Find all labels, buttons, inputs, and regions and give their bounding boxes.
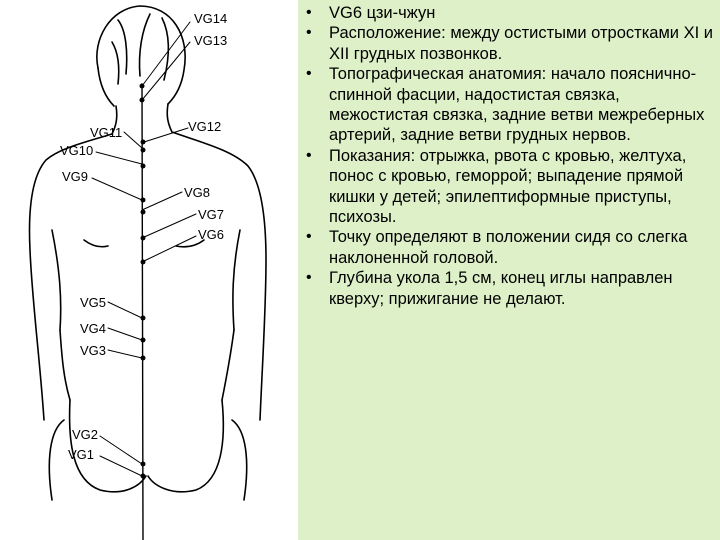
point-label-vg11: VG11 bbox=[90, 125, 123, 140]
bullet-icon: • bbox=[306, 4, 312, 21]
point-label-vg5: VG5 bbox=[80, 295, 107, 310]
description-bullet-list bbox=[298, 3, 720, 309]
point-label-vg10: VG10 bbox=[60, 143, 94, 158]
point-label-vg4: VG4 bbox=[80, 321, 107, 336]
anatomy-text: Топографическая анатомия: начало пояснично-спинной фасции, надостистая связка, межостистая связка, задние ветви межреберных артерий, задние ветви грудных нервов. bbox=[329, 65, 705, 145]
bullet-icon: • bbox=[306, 228, 312, 246]
needling-depth-text: Глубина укола 1,5 см, конец иглы направлен кверху; прижигание не делают. bbox=[329, 269, 673, 308]
point-label-vg14: VG14 bbox=[194, 11, 228, 26]
point-label-vg8: VG8 bbox=[184, 185, 211, 200]
list-item bbox=[298, 227, 720, 268]
point-label-vg3: VG3 bbox=[80, 343, 107, 358]
bullet-icon: • bbox=[306, 146, 312, 164]
point-label-vg1: VG1 bbox=[68, 447, 95, 462]
indications-text: Показания: отрыжка, рвота с кровью, желтуха, понос с кровью, геморрой; выпадение прямой кишки у детей; эпилептиформные приступы, психозы. bbox=[329, 146, 687, 227]
bullet-icon: • bbox=[306, 269, 312, 287]
list-item bbox=[298, 64, 720, 146]
list-item bbox=[298, 3, 720, 23]
point-label-vg7: VG7 bbox=[198, 207, 225, 222]
back-outline-drawing bbox=[0, 0, 298, 540]
list-item bbox=[298, 268, 720, 309]
list-item bbox=[298, 23, 720, 64]
point-label-vg13: VG13 bbox=[194, 33, 228, 48]
point-title: VG6 цзи-чжун bbox=[329, 4, 436, 22]
point-label-vg2: VG2 bbox=[72, 427, 99, 442]
location-text: Расположение: между остистыми отростками XI и XII грудных позвонков. bbox=[329, 24, 713, 63]
bullet-icon: • bbox=[306, 65, 312, 83]
point-label-vg9: VG9 bbox=[62, 169, 89, 184]
back-figure-illustration bbox=[0, 0, 298, 540]
point-label-vg12: VG12 bbox=[188, 119, 222, 134]
list-item bbox=[298, 146, 720, 228]
description-panel bbox=[298, 0, 720, 540]
positioning-text: Точку определяют в положении сидя со слегка наклоненной головой. bbox=[329, 228, 688, 267]
bullet-icon: • bbox=[306, 24, 312, 42]
point-label-vg6: VG6 bbox=[198, 227, 225, 242]
